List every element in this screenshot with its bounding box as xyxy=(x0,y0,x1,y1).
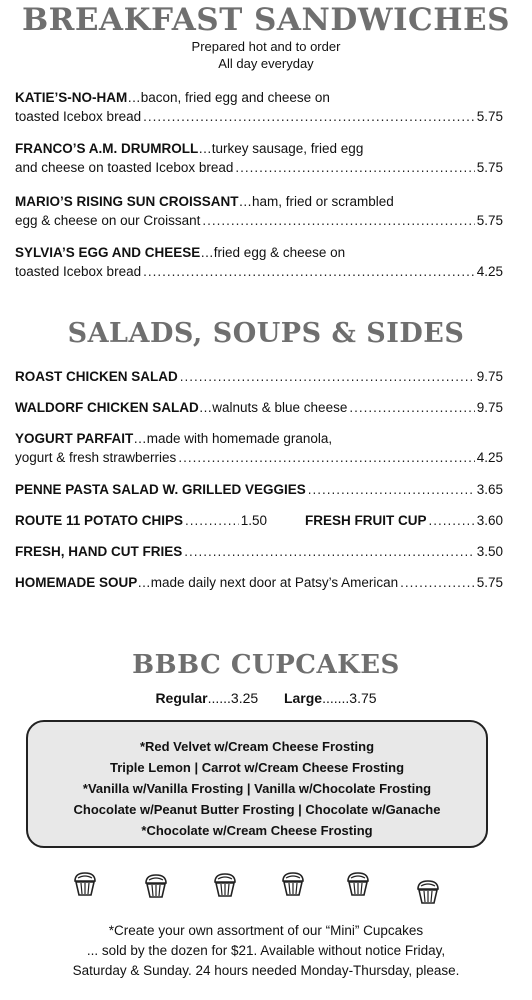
leader-dots xyxy=(349,398,474,417)
item-price: 5.75 xyxy=(476,109,503,124)
item-name: FRANCO’S A.M. DRUMROLL xyxy=(15,141,199,156)
item-name: HOMEMADE SOUP xyxy=(15,575,138,590)
note-line: *Create your own assortment of our “Mini” Cupcakes xyxy=(108,923,424,938)
leader-dots xyxy=(429,511,475,530)
breakfast-title: BREAKFAST SANDWICHES xyxy=(21,2,511,38)
menu-item xyxy=(15,192,503,230)
item-description: …made daily next door at Patsy’s American xyxy=(137,575,399,590)
item-price: 1.50 xyxy=(240,513,267,528)
item-price: 3.65 xyxy=(476,482,503,497)
leader-dots xyxy=(202,211,474,230)
salads-title: SALADS, SOUPS & SIDES xyxy=(67,318,465,349)
size-dots: ...... xyxy=(207,690,231,706)
leader-dots xyxy=(400,573,475,592)
size-label: Large xyxy=(283,690,323,706)
breakfast-subtitle: Prepared hot and to order xyxy=(191,39,341,54)
item-name: FRESH, HAND CUT FRIES xyxy=(15,544,183,559)
cupcakes-title: BBBC CUPCAKES xyxy=(132,650,400,680)
item-price: 4.25 xyxy=(476,264,503,279)
menu-item xyxy=(15,573,503,592)
item-price: 3.60 xyxy=(476,513,503,528)
item-description: and cheese on toasted Icebox bread xyxy=(15,160,234,175)
cupcake-icon xyxy=(280,870,306,898)
menu-item xyxy=(15,139,503,177)
item-description: …bacon, fried egg and cheese on xyxy=(127,90,330,105)
menu-item xyxy=(15,429,503,467)
item-name: SYLVIA’S EGG AND CHEESE xyxy=(15,245,201,260)
cupcake-icon xyxy=(415,878,441,906)
menu-item xyxy=(15,367,503,386)
item-description: …walnuts & blue cheese xyxy=(198,400,348,415)
cupcake-row xyxy=(0,868,532,908)
flavor-line: *Vanilla w/Vanilla Frosting | Vanilla w/Chocolate Frosting xyxy=(82,781,432,796)
menu-item xyxy=(15,480,503,499)
flavor-line: *Red Velvet w/Cream Cheese Frosting xyxy=(139,739,375,754)
item-description: egg & cheese on our Croissant xyxy=(15,213,201,228)
menu-item xyxy=(15,542,503,561)
item-name: MARIO’S RISING SUN CROISSANT xyxy=(15,194,239,209)
flavor-line: Triple Lemon | Carrot w/Cream Cheese Frosting xyxy=(109,760,405,775)
item-name: WALDORF CHICKEN SALAD xyxy=(15,400,199,415)
item-description: …made with homemade granola, xyxy=(133,431,333,446)
breakfast-subtitle: All day everyday xyxy=(218,56,314,71)
item-name: KATIE’S-NO-HAM xyxy=(15,90,128,105)
item-name: ROUTE 11 POTATO CHIPS xyxy=(15,513,184,528)
note-line: ... sold by the dozen for $21. Available without notice Friday, xyxy=(86,943,446,958)
leader-dots xyxy=(184,542,474,561)
item-price: 4.25 xyxy=(476,450,503,465)
cupcake-sizes xyxy=(0,690,532,706)
leader-dots xyxy=(235,158,474,177)
item-name: PENNE PASTA SALAD W. GRILLED VEGGIES xyxy=(15,482,306,497)
item-price: 5.75 xyxy=(476,575,503,590)
cupcake-icon xyxy=(72,870,98,898)
leader-dots xyxy=(180,367,475,386)
menu-item xyxy=(15,243,503,281)
leader-dots xyxy=(143,107,475,126)
menu-item xyxy=(15,511,267,530)
item-description: …ham, fried or scrambled xyxy=(238,194,394,209)
menu-item xyxy=(305,511,503,530)
item-price: 5.75 xyxy=(476,213,503,228)
item-description: toasted Icebox bread xyxy=(15,264,142,279)
item-description: …fried egg & cheese on xyxy=(200,245,346,260)
item-description: …turkey sausage, fried egg xyxy=(198,141,364,156)
item-name: FRESH FRUIT CUP xyxy=(305,513,427,528)
note-line: Saturday & Sunday. 24 hours needed Monday-Thursday, please. xyxy=(72,963,460,978)
cupcake-icon xyxy=(143,872,169,900)
item-price: 5.75 xyxy=(476,160,503,175)
item-description: toasted Icebox bread xyxy=(15,109,142,124)
flavor-box xyxy=(26,720,488,848)
menu-item xyxy=(15,88,503,126)
cupcake-icon xyxy=(345,870,371,898)
item-name: YOGURT PARFAIT xyxy=(15,431,134,446)
leader-dots xyxy=(178,448,474,467)
item-name: ROAST CHICKEN SALAD xyxy=(15,369,178,384)
size-label: Regular xyxy=(155,690,208,706)
item-price: 3.50 xyxy=(476,544,503,559)
size-dots: ....... xyxy=(322,690,350,706)
leader-dots xyxy=(308,480,475,499)
item-price: 9.75 xyxy=(476,369,503,384)
item-price: 9.75 xyxy=(476,400,503,415)
menu-item xyxy=(15,398,503,417)
size-price: 3.75 xyxy=(349,690,377,706)
size-price: 3.25 xyxy=(230,690,259,706)
flavor-line: *Chocolate w/Cream Cheese Frosting xyxy=(141,823,373,838)
flavor-line: Chocolate w/Peanut Butter Frosting | Chocolate w/Ganache xyxy=(73,802,441,817)
cupcake-note xyxy=(0,921,532,981)
leader-dots xyxy=(143,262,475,281)
leader-dots xyxy=(185,511,239,530)
item-description: yogurt & fresh strawberries xyxy=(15,450,177,465)
cupcake-icon xyxy=(212,871,238,899)
